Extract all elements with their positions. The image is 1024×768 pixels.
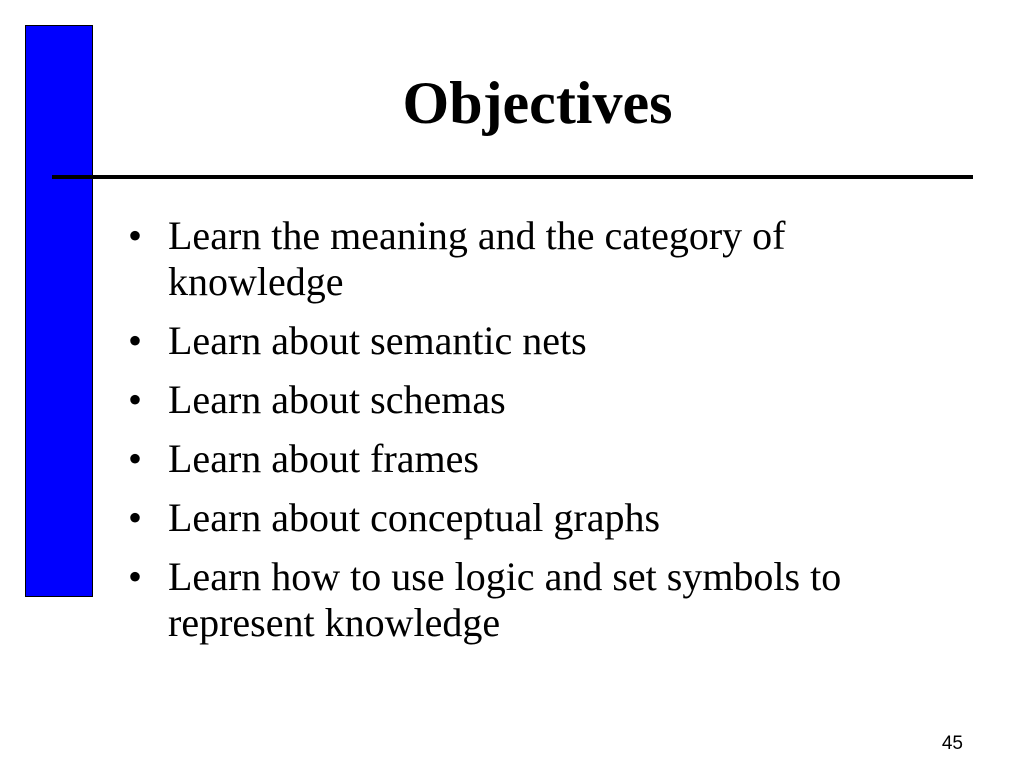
list-item-text: Learn about schemas — [168, 377, 506, 422]
bullet-icon: • — [128, 213, 143, 258]
page-number: 45 — [941, 733, 963, 754]
list-item — [127, 436, 957, 482]
list-item — [127, 554, 957, 646]
list-item-text: Learn how to use logic and set symbols to represent knowledge — [168, 554, 842, 645]
bullet-icon: • — [128, 436, 143, 481]
list-item — [127, 377, 957, 423]
bullet-icon: • — [128, 377, 143, 422]
list-item-text: Learn about frames — [168, 436, 479, 481]
objectives-list — [127, 213, 957, 659]
list-item-text: Learn about semantic nets — [168, 318, 587, 363]
title-divider — [52, 175, 973, 179]
accent-bar — [25, 25, 93, 597]
list-item — [127, 213, 957, 305]
list-item-text: Learn the meaning and the category of knowledge — [168, 213, 786, 304]
bullet-icon: • — [128, 495, 143, 540]
list-item — [127, 318, 957, 364]
list-item — [127, 495, 957, 541]
bullet-icon: • — [128, 554, 143, 599]
slide-title: Objectives — [402, 70, 673, 136]
bullet-icon: • — [128, 318, 143, 363]
list-item-text: Learn about conceptual graphs — [168, 495, 661, 540]
